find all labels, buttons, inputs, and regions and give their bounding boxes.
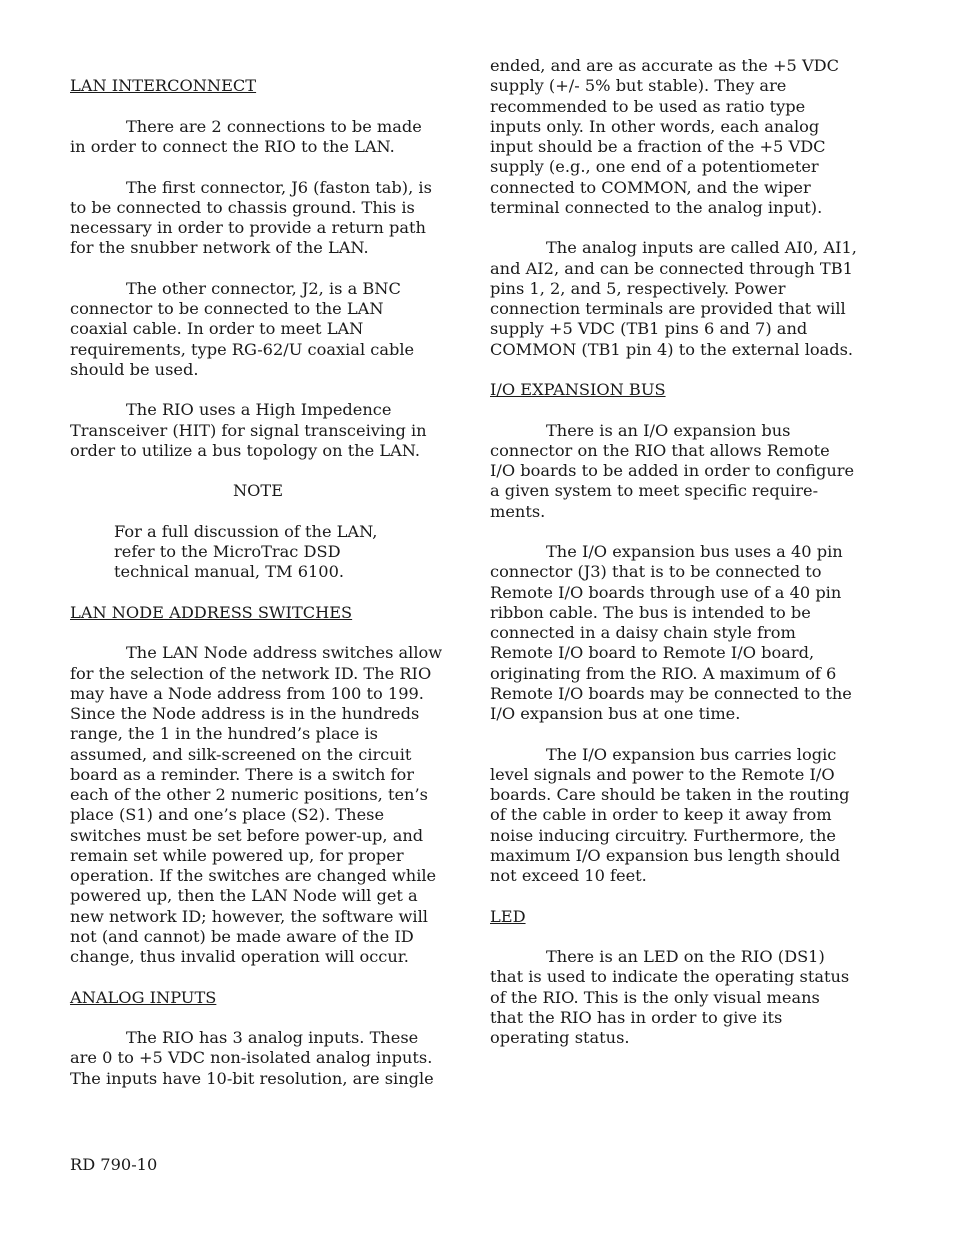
paragraph-io-bus-cable: The I/O expansion bus uses a 40 pin connector (J3) that is to be connected to Remote I/O boards through use of a 40 pin ribbon cable. The bus is intended to be connected in a daisy chain style from Remote I/O board to Remote I/O board, originating from the RIO. A maximum of 6 Remote I/O boards may be connected to the I/O expansion bus at one time. xyxy=(490,542,852,723)
paragraph-analog-inputs-continued: ended, and are as accurate as the +5 VDC supply (+/- 5% but stable). They are recommended to be used as ratio type inputs only. In other words, each analog input should be a fraction of the +5 VDC supply (e.g., one end of a potentiometer connected to COMMON, and the wiper terminal connected to the analog input). xyxy=(490,56,840,217)
note-title: NOTE xyxy=(232,481,284,501)
paragraph-io-bus-connector: There is an I/O expansion bus connector on the RIO that allows Remote I/O boards to be added in order to configure a given system to meet specific require- ments. xyxy=(490,420,855,521)
left-column xyxy=(70,56,446,1109)
section-heading-lan-interconnect: LAN INTERCONNECT xyxy=(70,76,257,96)
section-heading-lan-node-address-switches: LAN NODE ADDRESS SWITCHES xyxy=(70,602,353,622)
paragraph-led-status: There is an LED on the RIO (DS1) that is used to indicate the operating status of the RIO. This is the only visual means that the RIO has in order to give its operating status. xyxy=(490,947,850,1047)
section-heading-led: LED xyxy=(490,906,526,926)
section-heading-io-expansion-bus: I/O EXPANSION BUS xyxy=(490,380,666,399)
spacer xyxy=(70,56,446,76)
page-footer-doc-number: RD 790-10 xyxy=(70,1155,158,1174)
paragraph-hit-transceiver: The RIO uses a High Impedence Transceiver (HIT) for signal transceiving in order to utilize a bus topology on the LAN. xyxy=(70,400,427,460)
paragraph-analog-inputs: The RIO has 3 analog inputs. These are 0 to +5 VDC non-isolated analog inputs. The inputs have 10-bit resolution, are single xyxy=(70,1028,434,1088)
paragraph-j6-connector: The first connector, J6 (faston tab), is to be connected to chassis ground. This is necessary in order to provide a return path for the snubber network of the LAN. xyxy=(70,177,432,258)
paragraph-node-address-switches: The LAN Node address switches allow for the selection of the network ID. The RIO may have a Node address from 100 to 199. Since the Node address is in the hundreds range, the 1 in the hundred’s place is assumed, and silk-screened on the circuit board as a reminder. There is a switch for each of the other 2 numeric positions, ten’s place (S1) and one’s place (S2). These switches must be set before power-up, and remain set while powered up, for proper operation. If the switches are changed while powered up, then the LAN Node will get a new network ID; however, the software will not (and cannot) be made aware of the ID change, thus invalid operation will occur. xyxy=(70,643,443,966)
paragraph-io-bus-signals: The I/O expansion bus carries logic level signals and power to the Remote I/O boards. Care should be taken in the routing of the cable in order to keep it away from noise inducing circuitry. Furthermore, the maximum I/O expansion bus length should not exceed 10 feet. xyxy=(490,744,850,885)
section-heading-analog-inputs: ANALOG INPUTS xyxy=(70,987,217,1007)
paragraph-j2-connector: The other connector, J2, is a BNC connector to be connected to the LAN coaxial cable. In order to meet LAN requirements, type RG-62/U coaxial cable should be used. xyxy=(70,278,415,379)
note-body: For a full discussion of the LAN, refer to the MicroTrac DSD technical manual, TM 6100. xyxy=(114,521,378,582)
paragraph-lan-connections: There are 2 connections to be made in order to connect the RIO to the LAN. xyxy=(70,116,422,156)
right-column xyxy=(490,56,866,1069)
paragraph-analog-input-pins: The analog inputs are called AI0, AI1, and AI2, and can be connected through TB1 pins 1, 2, and 5, respectively. Power connection terminals are provided that will supply +5 VDC (TB1 pins 6 and 7) and COMMON (TB1 pin 4) to the external loads. xyxy=(490,238,857,359)
